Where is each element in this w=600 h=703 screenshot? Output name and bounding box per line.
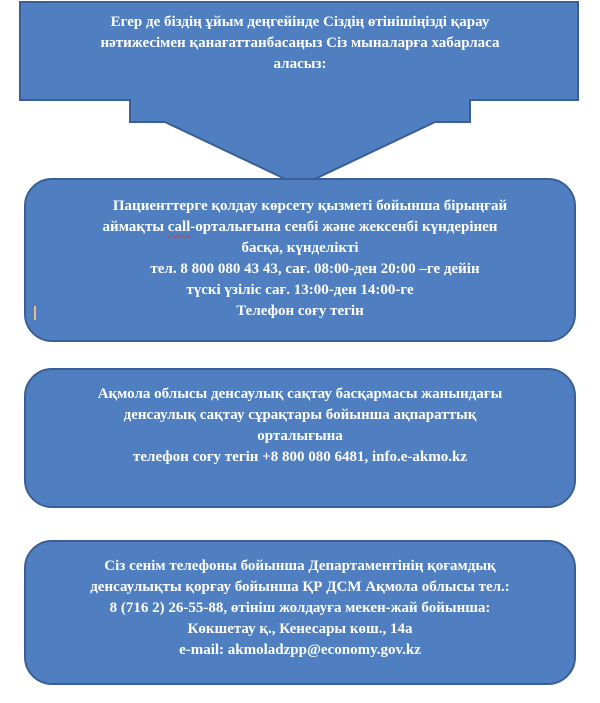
call-center-free-call: Телефон соғу тегін [236, 303, 364, 319]
trust-hotline-phone: 8 (716 2) 26-55-88, өтініш жолдауға мекен-жай бойынша: [109, 600, 491, 616]
call-center-line-2 [44, 217, 556, 238]
trust-hotline-address: Көкшетау қ., Кенесары көш., 14а [187, 621, 413, 637]
info-center-box [24, 368, 576, 508]
info-center-line-2: денсаулық сақтау сұрақтары бойынша ақпараттық [123, 407, 477, 423]
trust-hotline-line-1: Сіз сенім телефоны бойынша Департаментінің қоғамдық [104, 558, 496, 574]
info-center-line-1: Ақмола облысы денсаулық сақтау басқармасы жанындағы [97, 386, 503, 402]
call-center-info-box [24, 178, 576, 342]
trust-hotline-box [24, 540, 576, 685]
header-line-3: аласыз: [273, 56, 327, 72]
info-center-phone-site: телефон соғу тегін +8 800 080 6481, info.e-akmo.kz [133, 449, 467, 465]
call-center-line-2-prefix: аймақты [102, 219, 168, 235]
header-line-2: нәтижесімен қанағаттанбасаңыз Сіз мыналарға хабарласа [100, 35, 500, 51]
trust-hotline-email: e-mail: akmoladzpp@economy.gov.kz [179, 642, 421, 658]
call-center-phone-hours: тел. 8 800 080 43 43, сағ. 08:00-ден 20:00 –ге дейін [150, 261, 480, 277]
header-line-1: Егер де біздің ұйым деңгейінде Сіздің өтінішіңізді қарау [110, 14, 490, 30]
spellcheck-flagged-word: call [167, 219, 191, 235]
info-center-line-3: орталығына [257, 428, 343, 444]
text-cursor-mark [34, 306, 36, 320]
call-center-line-2-suffix: -орталығына сенбі және жексенбі күндерінен [190, 219, 498, 235]
trust-hotline-line-2: денсаулықты қорғау бойынша ҚР ДСМ Ақмола облысы тел.: [90, 579, 510, 595]
call-center-lunch-break: түскі үзіліс сағ. 13:00-ден 14:00-ге [186, 282, 414, 298]
call-center-line-3: басқа, күнделікті [241, 240, 359, 256]
call-center-line-1: Пациенттерге қолдау көрсету қызметі бойынша бірыңғай [112, 198, 508, 214]
header-text [40, 12, 560, 75]
